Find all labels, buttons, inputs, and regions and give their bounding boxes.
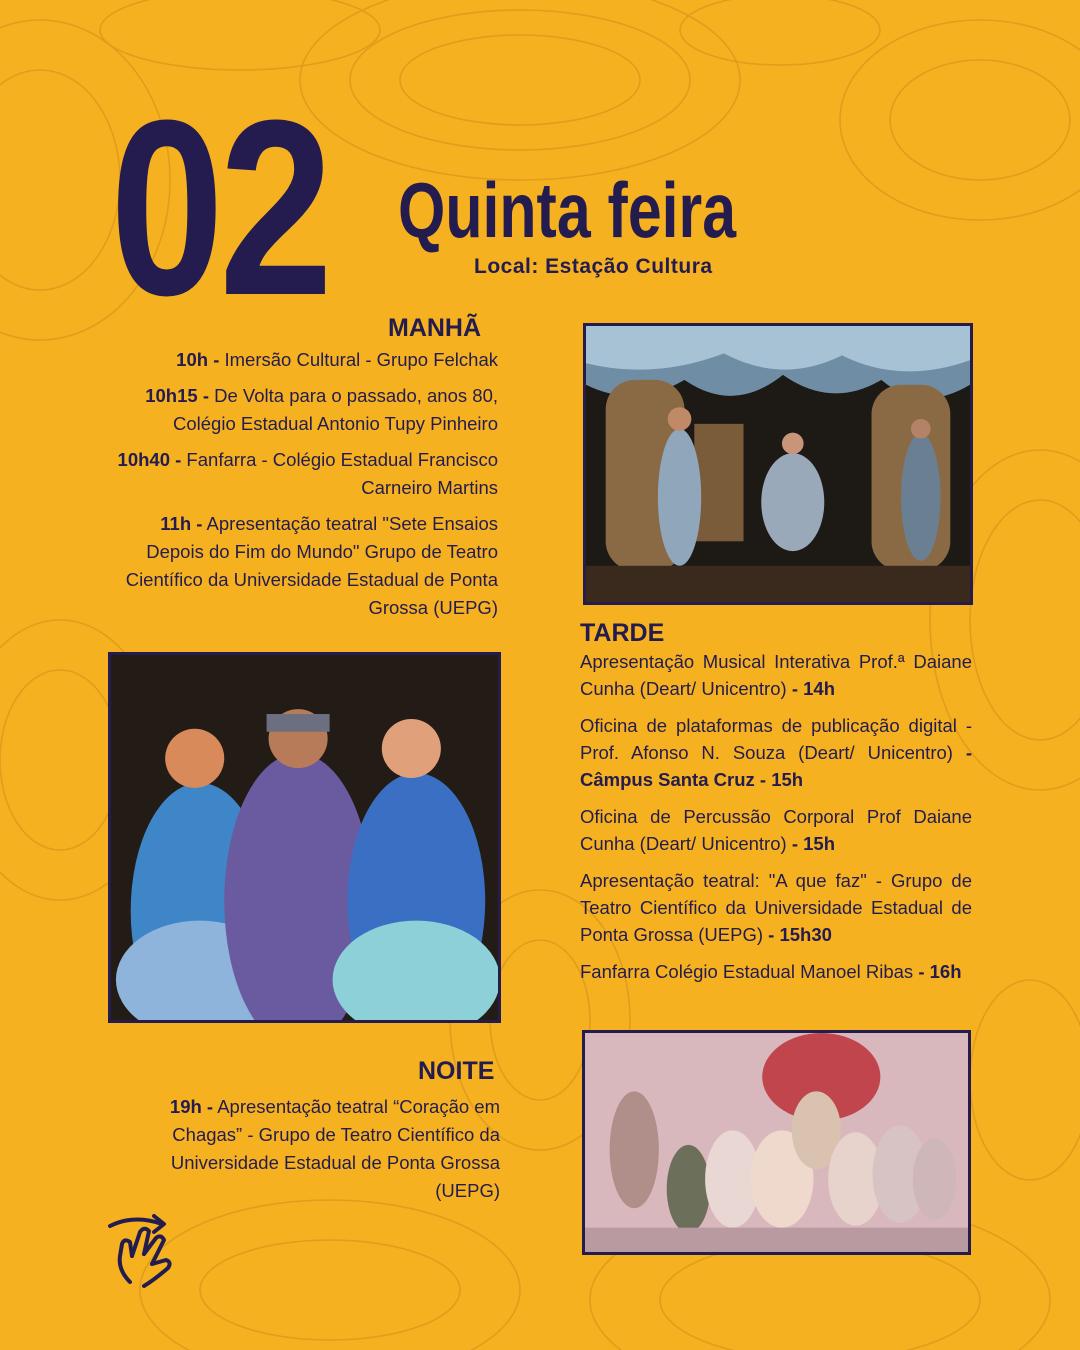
list-item [110,1093,500,1205]
night-list [110,1093,500,1213]
afternoon-list [580,648,972,995]
item-text: De Volta para o passado, anos 80, Colégio Estadual Antonio Tupy Pinheiro [173,385,498,434]
location-label: Local: Estação Cultura [474,255,713,278]
item-text: Imersão Cultural - Grupo Felchak [219,349,498,370]
swipe-hand-icon[interactable] [104,1212,184,1292]
item-text: Fanfarra Colégio Estadual Manoel Ribas [580,961,919,982]
afternoon-title: TARDE [580,619,665,647]
item-time: - 16h [918,961,962,982]
morning-list [108,346,498,630]
item-time: - 14h [791,678,835,699]
item-text: Oficina de Percussão Corporal Prof Daiane Cunha (Deart/ Unicentro) [580,806,972,854]
list-item [580,648,972,702]
list-item [108,510,498,622]
item-time: - 15h [791,833,835,854]
item-text: Fanfarra - Colégio Estadual Francisco Carneiro Martins [181,449,498,498]
item-time: 10h40 - [117,449,182,470]
list-item [108,382,498,438]
list-item [580,958,972,985]
item-text: Oficina de plataformas de publicação digital - Prof. Afonso N. Souza (Deart/ Unicentro) [580,715,972,763]
list-item [108,346,498,374]
group-scene-photo [582,1030,971,1255]
theater-stage-photo [583,323,973,605]
item-text: Apresentação teatral: "A que faz" - Grupo de Teatro Científico da Universidade Estadual de Ponta Grossa (UEPG) [580,870,972,945]
day-number: 02 [110,68,329,347]
item-time: - Câmpus Santa Cruz - 15h [580,742,972,790]
list-item [580,712,972,793]
item-time: 10h - [176,349,220,370]
list-item [108,446,498,502]
list-item [580,803,972,857]
performers-photo [108,652,501,1023]
item-text: Apresentação teatral “Coração em Chagas” - Grupo de Teatro Científico da Universidade Estadual de Ponta Grossa (UEPG) [170,1096,500,1201]
morning-title: MANHÃ [388,314,482,342]
list-item [580,867,972,948]
item-time: 10h15 - [145,385,209,406]
item-time: 19h - [169,1096,214,1117]
night-title: NOITE [418,1057,495,1085]
item-text: Apresentação teatral "Sete Ensaios Depois do Fim do Mundo" Grupo de Teatro Científico da Universidade Estadual de Ponta Grossa (UEPG) [125,513,498,618]
item-time: - 15h30 [768,924,832,945]
item-text: Apresentação Musical Interativa Prof.ª Daiane Cunha (Deart/ Unicentro) [580,651,972,699]
weekday-title: Quinta feira [398,166,737,254]
item-time: 11h - [160,513,203,534]
